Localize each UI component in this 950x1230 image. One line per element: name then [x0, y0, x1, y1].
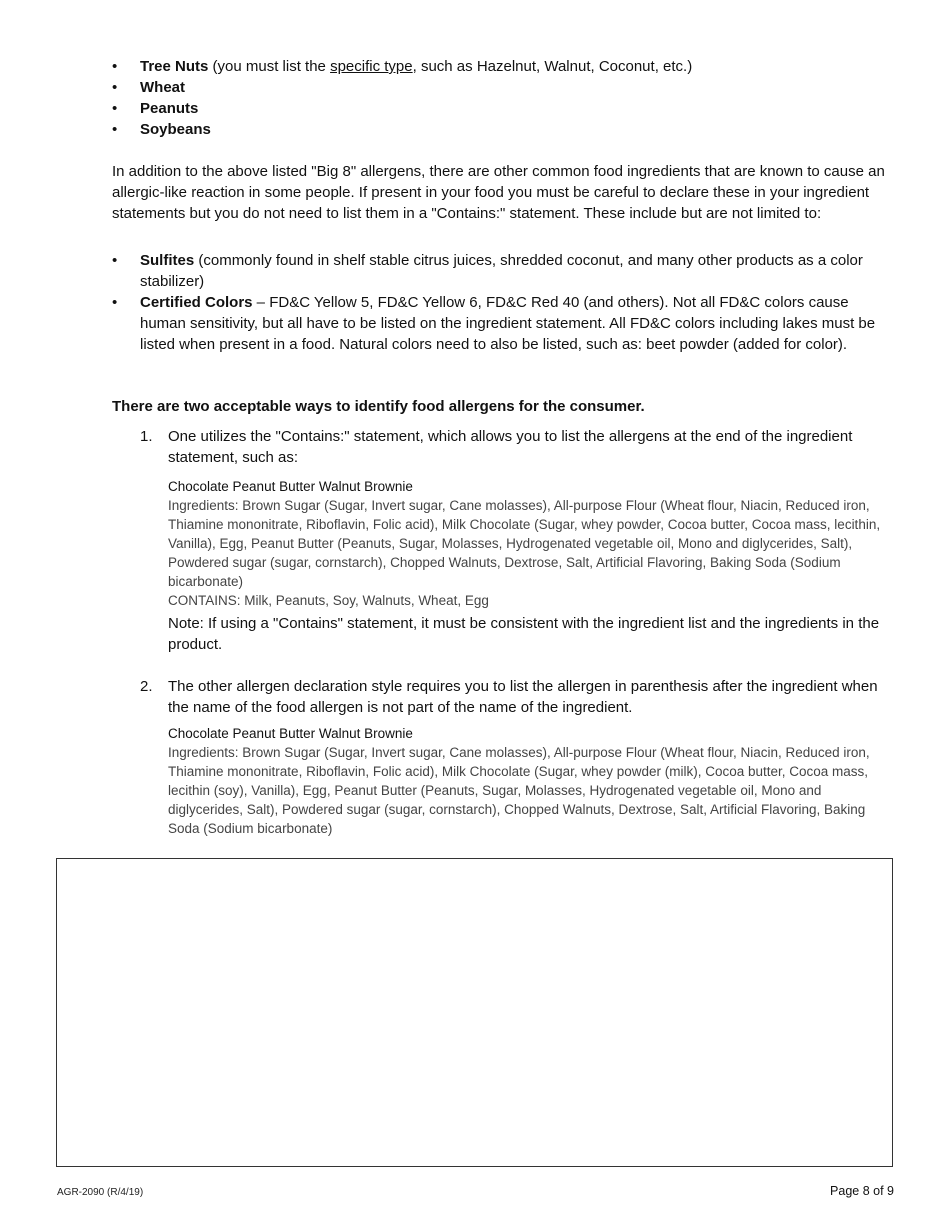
- allergen-bullet-wheat: • Wheat: [112, 79, 185, 96]
- section-heading: There are two acceptable ways to identify food allergens for the consumer.: [112, 398, 645, 415]
- allergen-bullet-soybeans: • Soybeans: [112, 121, 211, 138]
- method-2: [140, 676, 898, 718]
- allergen-name: Tree Nuts: [140, 58, 209, 75]
- blank-entry-box: [56, 858, 893, 1167]
- method-number: 2.: [140, 678, 153, 695]
- example-ingredients: Ingredients: Brown Sugar (Sugar, Invert sugar, Cane molasses), All-purpose Flour (Wheat flour, Niacin, Reduced iron, Thiamine mononitrate, Riboflavin, Folic acid), Milk Chocolate (Sugar, whey powder, Cocoa butter, Cocoa mass, lecithin, Vanilla), Egg, Peanut Butter (Peanuts, Sugar, Molasses, Hydrogenated vegetable oil, Mono and diglycerides, Salt), Powdered sugar (sugar, cornstarch), Chopped Walnuts, Dextrose, Salt, Artificial Flavoring, Baking Soda (Sodium bicarbonate): [168, 498, 881, 589]
- contains-statement: CONTAINS: Milk, Peanuts, Soy, Walnuts, Wheat, Egg: [168, 593, 489, 608]
- allergen-name: Wheat: [140, 79, 185, 96]
- page-number: Page 8 of 9: [830, 1184, 894, 1198]
- form-id: AGR-2090 (R/4/19): [57, 1187, 144, 1198]
- ingredient-name: Sulfites: [140, 252, 195, 269]
- method-1: [140, 426, 898, 468]
- bullet-sulfites: • Sulfites (commonly found in shelf stable citrus juices, shredded coconut, and many other products as a color stabilizer): [112, 252, 863, 290]
- method-number: 1.: [140, 428, 153, 445]
- allergen-bullet-tree-nuts: • Tree Nuts (you must list the specific type, such as Hazelnut, Walnut, Coconut, etc.): [112, 58, 693, 75]
- example-product-name: Chocolate Peanut Butter Walnut Brownie: [168, 726, 413, 741]
- method-text: One utilizes the "Contains:" statement, which allows you to list the allergens at the end of the ingredient statement, such as:: [168, 428, 853, 466]
- allergen-name: Peanuts: [140, 100, 199, 117]
- specific-type-underlined: specific type: [330, 58, 413, 75]
- allergen-name: Soybeans: [140, 121, 211, 138]
- method-text: The other allergen declaration style requires you to list the allergen in parenthesis after the ingredient when the name of the food allergen is not part of the name of the ingredient.: [168, 678, 878, 716]
- contains-note: Note: If using a "Contains" statement, it must be consistent with the ingredient list and the ingredients in the product.: [168, 615, 880, 653]
- example-ingredients: Ingredients: Brown Sugar (Sugar, Invert sugar, Cane molasses), All-purpose Flour (Wheat flour, Niacin, Reduced iron, Thiamine mononitrate, Riboflavin, Folic acid), Milk Chocolate (Sugar, whey powder (milk), Cocoa butter, Cocoa mass, lecithin (soy), Vanilla), Egg, Peanut Butter (Peanuts, Sugar, Molasses, Hydrogenated vegetable oil, Mono and diglycerides, Salt), Powdered sugar (sugar, cornstarch), Chopped Walnuts, Dextrose, Salt, Artificial Flavoring, Baking Soda (Sodium bicarbonate): [168, 745, 870, 836]
- bullet-certified-colors: • Certified Colors – FD&C Yellow 5, FD&C Yellow 6, FD&C Red 40 (and others). Not all FD&C colors cause human sensitivity, but all have to be listed on the ingredient statement. All FD&C colors including lakes must be listed when present in a food. Natural colors need to also be listed, such as: beet powder (added for color).: [112, 294, 876, 353]
- intro-paragraph: In addition to the above listed "Big 8" allergens, there are other common food ingredients that are known to cause an allergic-like reaction in some people. If present in your food you must be careful to declare these in your ingredient statements but you do not need to list them in a "Contains:" statement. These include but are not limited to:: [112, 163, 885, 222]
- allergen-bullet-peanuts: • Peanuts: [112, 100, 199, 117]
- example-product-name: Chocolate Peanut Butter Walnut Brownie: [168, 479, 413, 494]
- bullet-glyph: •: [112, 58, 118, 75]
- ingredient-name: Certified Colors: [140, 294, 253, 311]
